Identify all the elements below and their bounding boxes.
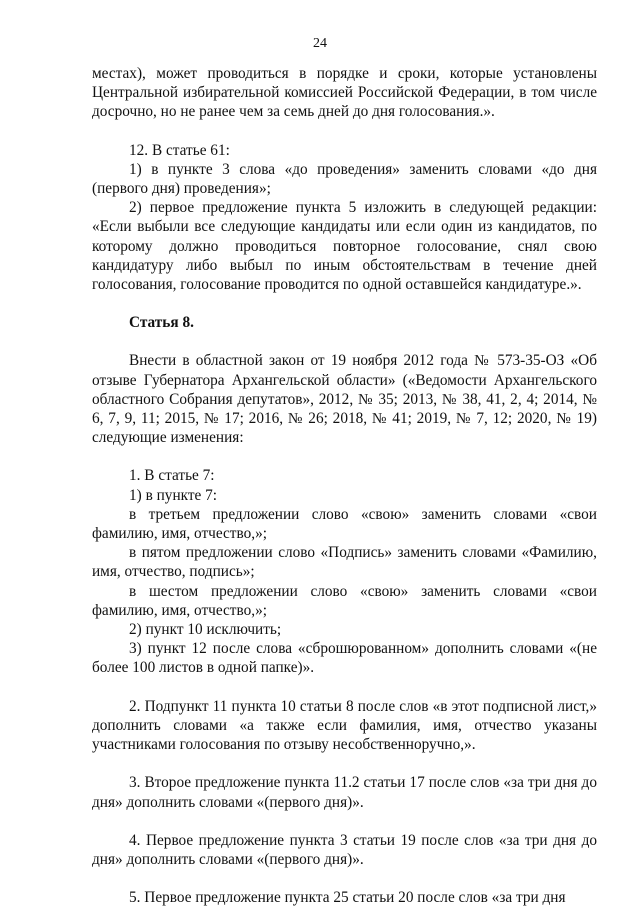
paragraph-item-4: 4. Первое предложение пункта 3 статьи 19 после слов «за три дня до дня» дополнить словами «(первого дня)». — [92, 831, 597, 868]
paragraph-item-12: 12. В статье 61: — [129, 141, 230, 159]
paragraph-subitem-2: 2) пункт 10 исключить; — [129, 621, 282, 639]
paragraph-item-1: 1. В статье 7: — [129, 467, 215, 485]
spacer — [92, 869, 597, 888]
article-heading: Статья 8. — [129, 314, 194, 332]
paragraph-third-sentence: в третьем предложении слово «свою» заменить словами «свои фамилию, имя, отчество,»; — [92, 505, 597, 543]
paragraph-item-3: 3. Второе предложение пункта 11.2 статьи 17 после слов «за три дня до дня» дополнить словами «(первого дня)». — [92, 774, 597, 811]
document-body — [92, 64, 597, 907]
spacer — [92, 754, 597, 773]
spacer — [92, 447, 597, 466]
spacer — [92, 332, 597, 351]
paragraph-item-2: 2. Подпункт 11 пункта 10 статьи 8 после слов «в этот подписной лист,» дополнить словами «а также если фамилия, имя, отчество указаны участниками голосования по отзыву несобственноручно,». — [92, 697, 597, 754]
paragraph-sixth-sentence: в шестом предложении слово «свою» заменить словами «свои фамилию, имя, отчество,»; — [92, 582, 597, 619]
paragraph-continuation: местах), может проводиться в порядке и сроки, которые установлены Центральной избирательной комиссией Российской Федерации, в том числе досрочно, но не ранее чем за семь дней до дня голосования.». — [92, 65, 597, 121]
paragraph-subitem-3: 3) пункт 12 после слова «сброшюрованном» дополнить словами «(не более 100 листов в одной папке)». — [92, 640, 597, 677]
page-number: 24 — [313, 36, 327, 51]
spacer — [92, 122, 597, 141]
paragraph-intro: Внести в областной закон от 19 ноября 2012 года № 573-35-ОЗ «Об отзыве Губернатора Архангельской области» («Ведомости Архангельского областного Собрания депутатов», 2012, № 35; 2013, № 38, 41, 2, 4; 2014, № 6, 7, 9, 11; 2015, № 17; 2016, № 26; 2018, № 41; 2019, № 7, 12; 2020, № 19) следующие изменения: — [92, 352, 597, 447]
paragraph-subitem-1: 1) в пункте 7: — [129, 486, 218, 504]
spacer — [92, 294, 597, 313]
spacer — [92, 812, 597, 831]
paragraph-item-5: 5. Первое предложение пункта 25 статьи 20 после слов «за три дня — [129, 889, 566, 907]
paragraph-fifth-sentence: в пятом предложении слово «Подпись» заменить словами «Фамилию, имя, отчество, подпись»; — [92, 544, 597, 581]
paragraph-subitem-1: 1) в пункте 3 слова «до проведения» заменить словами «до дня (первого дня) проведения»; — [92, 160, 597, 198]
paragraph-subitem-2: 2) первое предложение пункта 5 изложить в следующей редакции: «Если выбыли все следующие кандидаты или если один из кандидатов, по которому должно проводиться повторное голосование, снял свою кандидатуру либо выбыл по иным обстоятельствам в течение дней голосования, голосование проводится по одной оставшейся кандидатуре.». — [92, 199, 597, 294]
spacer — [92, 678, 597, 697]
